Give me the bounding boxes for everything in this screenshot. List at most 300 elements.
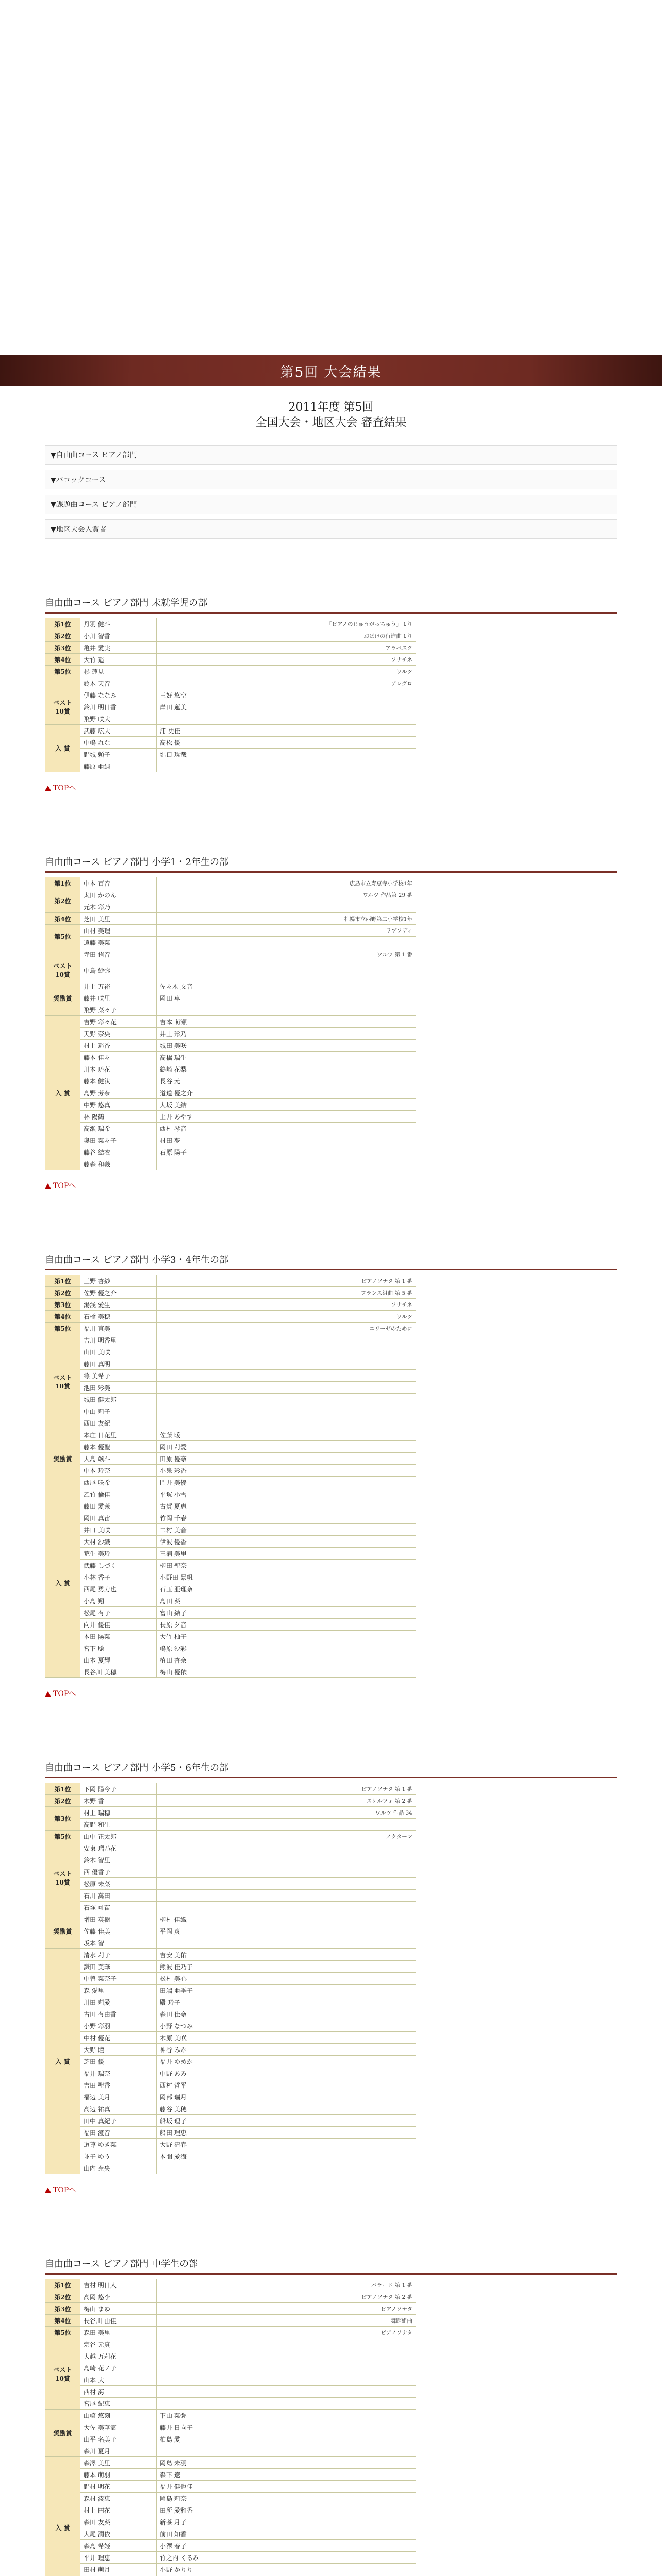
contestant-name: 高瀬 瑞希: [80, 1123, 157, 1134]
program-note: ラプソディ: [157, 925, 416, 937]
contestant-name: 山田 美咲: [80, 1346, 157, 1358]
contestant-name: 大野 清春: [157, 2139, 416, 2150]
contestant-name: 富山 結子: [157, 1607, 416, 1619]
table-row: [45, 2410, 416, 2421]
rank-label: [45, 677, 80, 689]
contestant-name: 大佐 美華霊: [80, 2421, 157, 2433]
table-row: [45, 1158, 416, 1170]
rank-label: 第1位: [45, 618, 80, 630]
contestant-name: 梅山 まゆ: [80, 2303, 157, 2315]
page-title: 第5回 大会結果: [280, 364, 382, 380]
program-note: ソナチネ: [157, 1299, 416, 1311]
table-row: [45, 2528, 416, 2540]
contestant-name: 宮尾 紀恵: [80, 2398, 157, 2410]
contestant-name: 中野 悠真: [80, 1099, 157, 1111]
program-note: ワルツ: [157, 666, 416, 677]
program-note: ソナチネ: [157, 654, 416, 666]
table-row: [45, 2493, 416, 2504]
contestant-name: 坂本 智: [80, 1937, 157, 1949]
contestant-name: 島田 葵: [157, 1595, 416, 1607]
contestant-name: [157, 1394, 416, 1405]
contestant-name: 飛野 咲大: [80, 713, 157, 725]
table-row: [45, 1111, 416, 1123]
rank-label: 第5位: [45, 666, 80, 677]
table-row: [45, 1287, 416, 1299]
contestant-name: 佐野 優之介: [80, 1287, 157, 1299]
contestant-name: [157, 713, 416, 725]
contestant-name: 藤原 亜純: [80, 760, 157, 772]
results-sections: [0, 596, 662, 2576]
award-group-label: ベスト 10賞: [45, 1334, 80, 1429]
contestant-name: 森下 遼: [157, 2469, 416, 2481]
contestant-name: 森島 希姫: [80, 2540, 157, 2552]
table-row: [45, 2386, 416, 2398]
program-note: ピアノソナタ: [157, 2303, 416, 2315]
contestant-name: 乙竹 倫佳: [80, 1488, 157, 1500]
result-table: [45, 1783, 416, 2174]
table-row: [45, 2291, 416, 2303]
table-row: [45, 2433, 416, 2445]
table-row: [45, 913, 416, 925]
contestant-name: 本間 愛海: [157, 2150, 416, 2162]
table-row: [45, 2056, 416, 2067]
contestant-name: 岡田 卓: [157, 992, 416, 1004]
program-note: ピアノソナタ 第 1 番: [157, 1783, 416, 1795]
contestant-name: 二村 美音: [157, 1524, 416, 1536]
table-row: [45, 1949, 416, 1961]
table-row: [45, 1571, 416, 1583]
result-section: [45, 855, 617, 1191]
table-row: [45, 689, 416, 701]
program-note: スケルツォ 第 2 番: [157, 1795, 416, 1807]
award-group-label: ベスト 10賞: [45, 2338, 80, 2410]
contestant-name: 古田 有由香: [80, 2008, 157, 2020]
contestant-name: 高岡 悠李: [80, 2291, 157, 2303]
contestant-name: [157, 1866, 416, 1878]
table-row: [45, 1595, 416, 1607]
table-row: [45, 2398, 416, 2410]
contestant-name: [157, 2445, 416, 2457]
contestant-name: 福辺 美月: [80, 2091, 157, 2103]
triangle-up-icon: [45, 786, 51, 791]
contestant-name: 石原 陽子: [157, 1146, 416, 1158]
contestant-name: 井口 美咲: [80, 1524, 157, 1536]
table-row: [45, 1607, 416, 1619]
contestant-name: 松尾 有子: [80, 1607, 157, 1619]
table-row: [45, 1512, 416, 1524]
table-row: [45, 1961, 416, 1973]
contestant-name: [157, 1937, 416, 1949]
contestant-name: 福井 健也佳: [157, 2481, 416, 2493]
contestant-name: 佐藤 暖: [157, 1429, 416, 1441]
contestant-name: 林 陽鶴: [80, 1111, 157, 1123]
contestant-name: 岡島 未羽: [157, 2457, 416, 2469]
program-note: 「ピアノのじゅうがっちゅう」より: [157, 618, 416, 630]
contestant-name: 鈴川 明日香: [80, 701, 157, 713]
table-row: [45, 1382, 416, 1394]
contestant-name: 中嶋 れな: [80, 737, 157, 749]
contestant-name: 大村 沙織: [80, 1536, 157, 1548]
contestant-name: 森田 佳奈: [157, 2008, 416, 2020]
contestant-name: 森澤 美里: [80, 2457, 157, 2469]
contestant-name: 中本 百音: [80, 877, 157, 889]
contestant-name: 岡田 真宙: [80, 1512, 157, 1524]
contestant-name: 山本 夏輝: [80, 1654, 157, 1666]
contestant-name: 野城 頼子: [80, 749, 157, 760]
contestant-name: 田村 萌月: [80, 2564, 157, 2575]
contestant-name: 小野 かりり: [157, 2564, 416, 2575]
contestant-name: 遠藤 美菜: [80, 937, 157, 948]
program-note: フランス組曲 第 5 番: [157, 1287, 416, 1299]
contestant-name: [157, 1417, 416, 1429]
contestant-name: 三浦 美里: [157, 1548, 416, 1560]
table-row: [45, 1394, 416, 1405]
contestant-name: 道道 優之介: [157, 1087, 416, 1099]
table-row: [45, 2327, 416, 2338]
table-row: [45, 1488, 416, 1500]
contestant-name: 芝田 優: [80, 2056, 157, 2067]
section-title: 自由曲コース ピアノ部門 未就学児の部: [45, 596, 617, 614]
contestant-name: 吉本 萌瀬: [157, 1016, 416, 1028]
contestant-name: [157, 2398, 416, 2410]
rank-label: 第1位: [45, 2279, 80, 2291]
award-group-label: 奨励賞: [45, 980, 80, 1016]
table-row: [45, 2139, 416, 2150]
table-row: [45, 677, 416, 689]
table-row: [45, 1619, 416, 1631]
table-row: [45, 1583, 416, 1595]
table-row: [45, 1783, 416, 1795]
top-link[interactable]: [45, 1688, 617, 1699]
table-row: [45, 1795, 416, 1807]
contestant-name: 山内 奈央: [80, 2162, 157, 2174]
contestant-name: 島野 芳奈: [80, 1087, 157, 1099]
contestant-name: 藤森 和義: [80, 1158, 157, 1170]
rank-label: 第5位: [45, 2327, 80, 2338]
contestant-name: 村上 円花: [80, 2504, 157, 2516]
contestant-name: 大竹 柚子: [157, 1631, 416, 1642]
table-row: [45, 1052, 416, 1063]
rank-label: 第2位: [45, 1795, 80, 1807]
contestant-name: 森田 友葵: [80, 2516, 157, 2528]
table-row: [45, 1075, 416, 1087]
table-row: [45, 2032, 416, 2044]
contestant-name: [157, 1902, 416, 1913]
contestant-name: 石川 萬田: [80, 1890, 157, 1902]
contestant-name: 中島 紗弥: [80, 960, 157, 980]
contestant-name: 小泉 彩香: [157, 1465, 416, 1477]
table-row: [45, 1548, 416, 1560]
contestant-name: 小川 智香: [80, 630, 157, 642]
table-row: [45, 1666, 416, 1678]
contestant-name: 長原 夕音: [157, 1619, 416, 1631]
table-row: [45, 1063, 416, 1075]
table-row: [45, 1842, 416, 1854]
table-row: [45, 980, 416, 992]
program-note: おばけの行進曲より: [157, 630, 416, 642]
contestant-name: 石橋 美穂: [80, 1311, 157, 1323]
table-row: [45, 1890, 416, 1902]
program-note: ワルツ 作品第 29 番: [157, 889, 416, 901]
table-row: [45, 1417, 416, 1429]
contestant-name: 西村 琴音: [157, 1123, 416, 1134]
contestant-name: 三野 杏紗: [80, 1275, 157, 1287]
table-row: [45, 1087, 416, 1099]
contestant-name: 柳村 佳織: [157, 1913, 416, 1925]
contestant-name: 岡部 瑞月: [157, 2091, 416, 2103]
contestant-name: 吉川 明香里: [80, 1334, 157, 1346]
contestant-name: 池田 彩美: [80, 1382, 157, 1394]
rank-label: 第5位: [45, 1323, 80, 1334]
contestant-name: 竹岡 千春: [157, 1512, 416, 1524]
table-row: [45, 618, 416, 630]
top-link[interactable]: [45, 783, 617, 793]
contestant-name: 寺田 侑音: [80, 948, 157, 960]
rank-label: 第2位: [45, 630, 80, 642]
contestant-name: 前田 知香: [157, 2528, 416, 2540]
table-row: [45, 749, 416, 760]
table-row: [45, 1040, 416, 1052]
table-row: [45, 1370, 416, 1382]
program-note: ワルツ: [157, 1311, 416, 1323]
table-row: [45, 1500, 416, 1512]
contestant-name: 並子 ゆう: [80, 2150, 157, 2162]
contestant-name: 平岡 爽: [157, 1925, 416, 1937]
contestant-name: 増田 英樹: [80, 1913, 157, 1925]
contestant-name: 竹之内 くるみ: [157, 2552, 416, 2564]
contestant-name: 丹羽 健斗: [80, 618, 157, 630]
contestant-name: 石塚 可苗: [80, 1902, 157, 1913]
result-section: [45, 1760, 617, 2195]
table-row: [45, 1878, 416, 1890]
contestant-name: 土井 あやす: [157, 1111, 416, 1123]
table-row: [45, 1866, 416, 1878]
table-row: [45, 1631, 416, 1642]
contestant-name: 大尾 潤依: [80, 2528, 157, 2540]
program-note: [157, 1819, 416, 1831]
table-row: [45, 2552, 416, 2564]
rank-label: 第3位: [45, 1299, 80, 1311]
rank-label: 第1位: [45, 1275, 80, 1287]
table-row: [45, 1123, 416, 1134]
contestant-name: 伊藤 ななみ: [80, 689, 157, 701]
table-row: [45, 1358, 416, 1370]
contestant-name: 吉村 明日人: [80, 2279, 157, 2291]
rank-label: 第3位: [45, 1807, 80, 1831]
contestant-name: 田端 亜季子: [157, 1985, 416, 1996]
contestant-name: 伊波 優香: [157, 1536, 416, 1548]
top-link-label: TOPへ: [53, 1182, 76, 1190]
contestant-name: 木原 美咲: [157, 2032, 416, 2044]
table-row: [45, 654, 416, 666]
rank-label: [45, 948, 80, 960]
contestant-name: 藤谷 結衣: [80, 1146, 157, 1158]
table-row: [45, 1334, 416, 1346]
contestant-name: 武藤 広大: [80, 725, 157, 737]
table-row: [45, 642, 416, 654]
table-row: [45, 725, 416, 737]
contestant-name: 安東 瑠乃花: [80, 1842, 157, 1854]
contestant-name: 松村 美心: [157, 1973, 416, 1985]
contestant-name: 城田 健太郎: [80, 1394, 157, 1405]
table-row: [45, 937, 416, 948]
contestant-name: 杉 蓮見: [80, 666, 157, 677]
table-row: [45, 2516, 416, 2528]
rank-label: 第4位: [45, 654, 80, 666]
program-note: 舞踏組曲: [157, 2315, 416, 2327]
top-link[interactable]: [45, 1180, 617, 1191]
contestant-name: 下山 菜弥: [157, 2410, 416, 2421]
table-row: [45, 2564, 416, 2575]
contestant-name: 福川 直美: [80, 1323, 157, 1334]
contestant-name: [157, 1890, 416, 1902]
triangle-up-icon: [45, 2188, 51, 2193]
table-row: [45, 1477, 416, 1488]
section-title: 自由曲コース ピアノ部門 小学3・4年生の部: [45, 1252, 617, 1270]
triangle-up-icon: [45, 1691, 51, 1697]
contestant-name: 島崎 花ノ子: [80, 2362, 157, 2374]
nav-regional-winners[interactable]: ▼地区大会入賞者: [45, 519, 617, 539]
contestant-name: 殿 玲子: [157, 1996, 416, 2008]
program-note: [157, 901, 416, 913]
table-row: [45, 1854, 416, 1866]
table-row: [45, 2338, 416, 2350]
contestant-name: 神谷 みか: [157, 2044, 416, 2056]
contestant-name: 村上 瑞穂: [80, 1807, 157, 1819]
program-note: ワルツ 作品 34: [157, 1807, 416, 1819]
contestant-name: 藤本 萌羽: [80, 2469, 157, 2481]
table-row: [45, 1346, 416, 1358]
table-row: [45, 2421, 416, 2433]
contestant-name: 井上 万裕: [80, 980, 157, 992]
award-group-label: 奨励賞: [45, 1913, 80, 1949]
contestant-name: 堀口 琢哉: [157, 749, 416, 760]
rank-label: 第2位: [45, 889, 80, 913]
contestant-name: 山平 名美子: [80, 2433, 157, 2445]
contestant-name: 石玉 亜理奈: [157, 1583, 416, 1595]
contestant-name: [157, 1405, 416, 1417]
contestant-name: 藤井 咲里: [80, 992, 157, 1004]
rank-label: 第1位: [45, 877, 80, 889]
table-row: [45, 2481, 416, 2493]
contestant-name: 船田 理恵: [157, 2127, 416, 2139]
contestant-name: 藤田 真明: [80, 1358, 157, 1370]
contestant-name: 城田 美咲: [157, 1040, 416, 1052]
contestant-name: 福井 ゆめか: [157, 2056, 416, 2067]
contestant-name: 宗谷 元真: [80, 2338, 157, 2350]
rank-label: 第1位: [45, 1783, 80, 1795]
table-row: [45, 2079, 416, 2091]
table-row: [45, 1973, 416, 1985]
table-row: [45, 2020, 416, 2032]
contestant-name: 森田 美里: [80, 2327, 157, 2338]
contestant-name: 山本 大: [80, 2374, 157, 2386]
contestant-name: [157, 1358, 416, 1370]
table-row: [45, 1134, 416, 1146]
contestant-name: 田所 愛和香: [157, 2504, 416, 2516]
contestant-name: 小林 香子: [80, 1571, 157, 1583]
table-row: [45, 1299, 416, 1311]
contestant-name: 岡島 莉奈: [157, 2493, 416, 2504]
contestant-name: 清水 莉子: [80, 1949, 157, 1961]
table-row: [45, 1913, 416, 1925]
contestant-name: 鈴木 天音: [80, 677, 157, 689]
contestant-name: 松原 未菜: [80, 1878, 157, 1890]
contestant-name: 鎌田 美華: [80, 1961, 157, 1973]
table-row: [45, 1937, 416, 1949]
rank-label: 第4位: [45, 2315, 80, 2327]
contestant-name: 井上 彩乃: [157, 1028, 416, 1040]
top-link[interactable]: [45, 2184, 617, 2195]
contestant-name: 亀井 愛実: [80, 642, 157, 654]
contestant-name: 高辺 祐真: [80, 2103, 157, 2115]
rank-label: 第4位: [45, 1311, 80, 1323]
contestant-name: 中本 玲奈: [80, 1465, 157, 1477]
nav-set-piano[interactable]: ▼課題曲コース ピアノ部門: [45, 495, 617, 514]
table-row: [45, 2067, 416, 2079]
contestant-name: 西村 海: [80, 2386, 157, 2398]
contestant-name: [157, 1004, 416, 1016]
contestant-name: [157, 2386, 416, 2398]
contestant-name: 三好 悠空: [157, 689, 416, 701]
table-row: [45, 960, 416, 980]
program-note: 札幌市立西野第二小学校1年: [157, 913, 416, 925]
contestant-name: 藤本 優聖: [80, 1441, 157, 1453]
program-note: アレグロ: [157, 677, 416, 689]
contestant-name: 岡田 莉愛: [157, 1441, 416, 1453]
table-row: [45, 1560, 416, 1571]
contestant-name: [157, 1854, 416, 1866]
contestant-name: [157, 1842, 416, 1854]
contestant-name: 田原 優奈: [157, 1453, 416, 1465]
nav-baroque[interactable]: ▼バロックコース: [45, 470, 617, 489]
table-row: [45, 1819, 416, 1831]
program-note: ワルツ 第 1 番: [157, 948, 416, 960]
contestant-name: 吉安 美佑: [157, 1949, 416, 1961]
contestant-name: [157, 1158, 416, 1170]
rank-label: 第2位: [45, 2291, 80, 2303]
nav-free-piano[interactable]: ▼自由曲コース ピアノ部門: [45, 445, 617, 465]
contestant-name: 柳田 聖奈: [157, 1560, 416, 1571]
contestant-name: [157, 2362, 416, 2374]
contestant-name: 飛野 菜々子: [80, 1004, 157, 1016]
table-row: [45, 1405, 416, 1417]
subtitle: [0, 400, 662, 431]
table-row: [45, 2540, 416, 2552]
program-note: ピアノソナタ 第 1 番: [157, 1275, 416, 1287]
contestant-name: [157, 1346, 416, 1358]
table-row: [45, 666, 416, 677]
contestant-name: 長谷川 美穂: [80, 1666, 157, 1678]
contestant-name: 高野 和生: [80, 1819, 157, 1831]
table-row: [45, 2091, 416, 2103]
table-row: [45, 1807, 416, 1819]
contestant-name: 長谷 元: [157, 1075, 416, 1087]
table-row: [45, 2457, 416, 2469]
contestant-name: 高松 優: [157, 737, 416, 749]
contestant-name: 向井 優佳: [80, 1619, 157, 1631]
program-note: ピアノソナタ: [157, 2327, 416, 2338]
award-group-label: 入 賞: [45, 725, 80, 772]
program-note: エリーゼのために: [157, 1323, 416, 1334]
contestant-name: 太田 かのん: [80, 889, 157, 901]
contestant-name: [157, 960, 416, 980]
table-row: [45, 2103, 416, 2115]
contestant-name: 道尊 ゆき菜: [80, 2139, 157, 2150]
contestant-name: 田中 真紀子: [80, 2115, 157, 2127]
contestant-name: 船坂 理子: [157, 2115, 416, 2127]
contestant-name: 福田 澄音: [80, 2127, 157, 2139]
